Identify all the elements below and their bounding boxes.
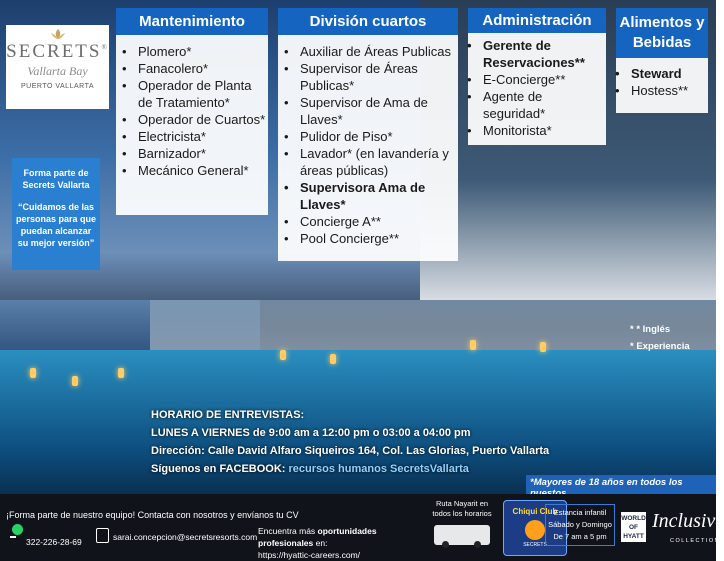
footer-invite: ¡Forma parte de nuestro equipo! Contacta con nosotros y envíanos tu CV <box>6 510 299 520</box>
contact-card-icon <box>96 528 109 543</box>
lotus-logo-icon <box>50 28 66 40</box>
legend-ingles: * * Inglés <box>630 324 671 335</box>
lantern-light <box>540 342 546 352</box>
lantern-light <box>470 340 476 350</box>
footer-email[interactable]: sarai.concepcion@secretsresorts.com <box>113 532 258 542</box>
logo-city: PUERTO VALLARTA <box>21 83 94 90</box>
list-item: • Operador de Planta de Tratamiento* <box>138 77 268 111</box>
age-requirement-note: *Mayores de 18 años en todos los <box>526 475 716 501</box>
list-item: • E-Concierge** <box>483 71 606 88</box>
facebook-link[interactable]: recursos humanos SecretsVallarta <box>288 463 469 475</box>
woh-line3: HYATT <box>623 533 644 540</box>
list-item: • Pulidor de Piso* <box>300 128 458 145</box>
collection-label: COLLECTION <box>670 538 721 544</box>
culture-quote: “Cuidamos de las personas para que puedan alcanzar su mejor versión” <box>15 202 97 248</box>
list-mantenimiento <box>116 35 268 215</box>
lantern-light <box>118 368 124 378</box>
culture-title: Forma parte de Secrets Vallarta <box>22 168 90 190</box>
header-mantenimiento: Mantenimiento <box>116 8 268 35</box>
list-item: • Mecánico General* <box>138 162 268 179</box>
list-item: • Hostess** <box>631 82 708 99</box>
careers-bold: oportunidades profesionales <box>258 526 377 548</box>
footer-careers <box>258 525 428 561</box>
list-item: • Lavador* (en lavandería y áreas públicas) <box>300 145 458 179</box>
header-administracion: Administración <box>468 8 606 33</box>
list-division-cuartos <box>278 35 458 261</box>
facebook-label: Síguenos en FACEBOOK: <box>151 463 286 475</box>
footer-phone[interactable]: 322-226-28-69 <box>26 537 82 547</box>
woh-line2: OF <box>628 524 639 531</box>
bus-icon <box>434 525 490 545</box>
list-item: • Steward <box>631 65 708 82</box>
daycare-text: Estancia infantil Sábado y Domingo De 7 am a 5 pm <box>545 504 615 546</box>
list-item: • Supervisor de Áreas Publicas* <box>300 60 458 94</box>
interview-title: HORARIO DE ENTREVISTAS: <box>151 409 305 421</box>
club-name: Chiqui Club <box>512 507 558 516</box>
list-item: • Gerente de Reservaciones** <box>483 37 606 71</box>
lantern-light <box>72 376 78 386</box>
list-item: • Plomero* <box>138 43 268 60</box>
footer-bar <box>0 494 724 561</box>
list-item: • Barnizador* <box>138 145 268 162</box>
list-item: • Agente de seguridad* <box>483 88 606 122</box>
phone-icon <box>10 530 16 538</box>
lantern-light <box>30 368 36 378</box>
club-sub: SECRETS <box>523 542 547 548</box>
list-item: • Pool Concierge** <box>300 230 458 247</box>
list-item: • Electricista* <box>138 128 268 145</box>
legend-experiencia: * Experiencia <box>630 341 690 352</box>
list-alimentos-bebidas <box>616 58 708 113</box>
kids-icon <box>525 520 545 540</box>
header-alimentos-bebidas: Alimentos y Bebidas <box>616 8 708 58</box>
interview-schedule: LUNES A VIERNES de 9:00 am a 12:00 pm o 03:00 a 04:00 pm <box>151 427 471 439</box>
lantern-light <box>330 354 336 364</box>
careers-prefix: Encuentra más <box>258 526 316 536</box>
route-text: Ruta Nayarit en todos los horarios <box>432 499 492 518</box>
lantern-light <box>280 350 286 360</box>
list-item: • Operador de Cuartos* <box>138 111 268 128</box>
list-item: • Concierge A** <box>300 213 458 230</box>
interview-address: Dirección: Calle David Alfaro Siqueiros 164, Col. Las Glorias, Puerto Vallarta <box>151 445 550 457</box>
interview-info <box>151 406 549 478</box>
requirements-legend <box>630 321 690 355</box>
header-division-cuartos: División cuartos <box>278 8 458 35</box>
list-item: • Monitorista* <box>483 122 606 139</box>
list-item: • Auxiliar de Áreas Publicas <box>300 43 458 60</box>
logo-registered: ® <box>101 43 109 52</box>
inclusive-logo: Inclusive <box>652 510 724 532</box>
culture-box <box>12 158 100 270</box>
logo-resort-name: Vallarta Bay <box>27 64 88 78</box>
list-item: • Supervisor de Ama de Llaves* <box>300 94 458 128</box>
world-of-hyatt-logo <box>621 512 646 542</box>
secrets-logo <box>6 25 109 109</box>
list-item: • Fanacolero* <box>138 60 268 77</box>
list-administracion <box>468 33 606 145</box>
careers-suffix: en: <box>315 538 328 548</box>
woh-line1: WORLD <box>621 515 646 522</box>
list-item: • Supervisora Ama de Llaves* <box>300 179 458 213</box>
careers-url[interactable]: https://hyattic-careers.com/ <box>258 550 361 560</box>
logo-brand: SECRETS <box>6 41 102 62</box>
